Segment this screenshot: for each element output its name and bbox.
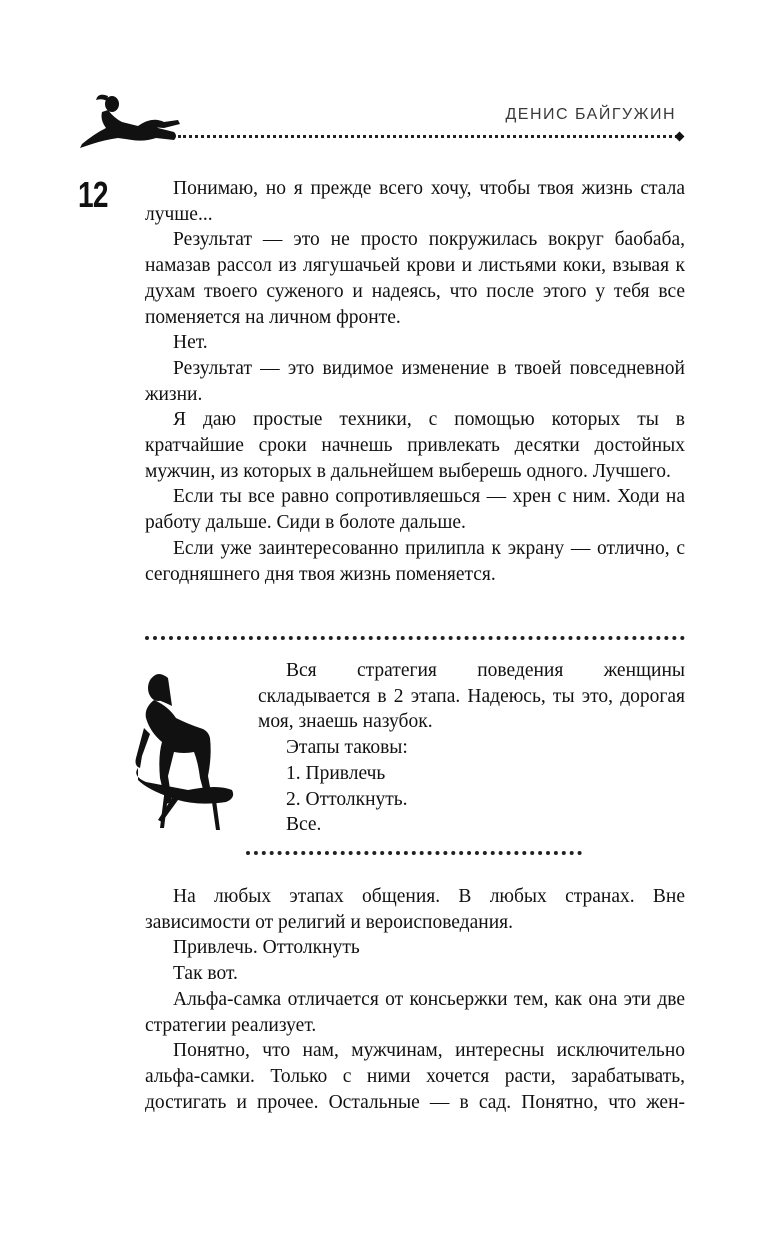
sidebar-list-item: 1. Привлечь <box>286 762 386 784</box>
header-dotted-rule <box>178 135 678 138</box>
sidebar-paragraph: Все. <box>286 814 322 836</box>
sidebar-paragraph: Вся стратегия поведения женщины складывается в 2 этапа. Надеюсь, ты это, дорогая моя, знаешь назубок. <box>258 660 685 733</box>
running-header-author: ДЕНИС БАЙГУЖИН <box>505 106 676 123</box>
paragraph: Результат — это не просто покружилась вокруг баобаба, намазав рассол из лягушачьей крови и листьями коки, взывая к духам твоего суженого и надеясь, что после этого у тебя все поменяется на личном фронте. <box>145 229 685 328</box>
sidebar-text <box>258 658 685 838</box>
sidebar-list-heading: Этапы таковы: <box>286 737 408 759</box>
sidebar-bottom-dotted-rule <box>246 851 582 855</box>
paragraph: Привлечь. Оттолкнуть <box>173 937 360 959</box>
paragraph: Так вот. <box>173 963 238 985</box>
paragraph: Если уже заинтересованно прилипла к экрану — отлично, с сегодняшнего дня твоя жизнь поменяется. <box>145 537 685 585</box>
paragraph: Я даю простые техники, с помощью которых ты в кратчайшие сроки начнешь привлекать десятки достойных мужчин, из которых в дальнейшем выберешь одного. Лучшего. <box>145 409 685 482</box>
paragraph: На любых этапах общения. В любых странах. Вне зависимости от религий и вероисповедания. <box>145 886 685 933</box>
body-text-block-1 <box>145 176 685 587</box>
paragraph: Понимаю, но я прежде всего хочу, чтобы твоя жизнь стала лучше... <box>145 178 685 225</box>
body-text-block-2 <box>145 884 685 1115</box>
sidebar-top-dotted-rule <box>145 636 685 640</box>
paragraph: Понятно, что нам, мужчинам, интересны исключительно альфа-самки. Только с ними хочется расти, зарабатывать, достигать и прочее. Остальные — в сад. Понятно, что жен- <box>145 1040 685 1113</box>
paragraph: Если ты все равно сопротивляешься — хрен с ним. Ходи на работу дальше. Сиди в болоте дальше. <box>145 486 685 534</box>
woman-on-chair-silhouette-icon <box>128 672 238 832</box>
paragraph: Альфа-самка отличается от консьержки тем, как она эти две стратегии реализует. <box>145 988 685 1036</box>
reclining-woman-silhouette-icon <box>78 92 182 152</box>
header-rule-end-diamond <box>675 132 685 142</box>
paragraph: Результат — это видимое изменение в твоей повседневной жизни. <box>145 357 685 405</box>
page-number: 12 <box>78 174 108 215</box>
paragraph: Нет. <box>173 332 208 354</box>
sidebar-list-item: 2. Оттолкнуть. <box>286 788 408 810</box>
